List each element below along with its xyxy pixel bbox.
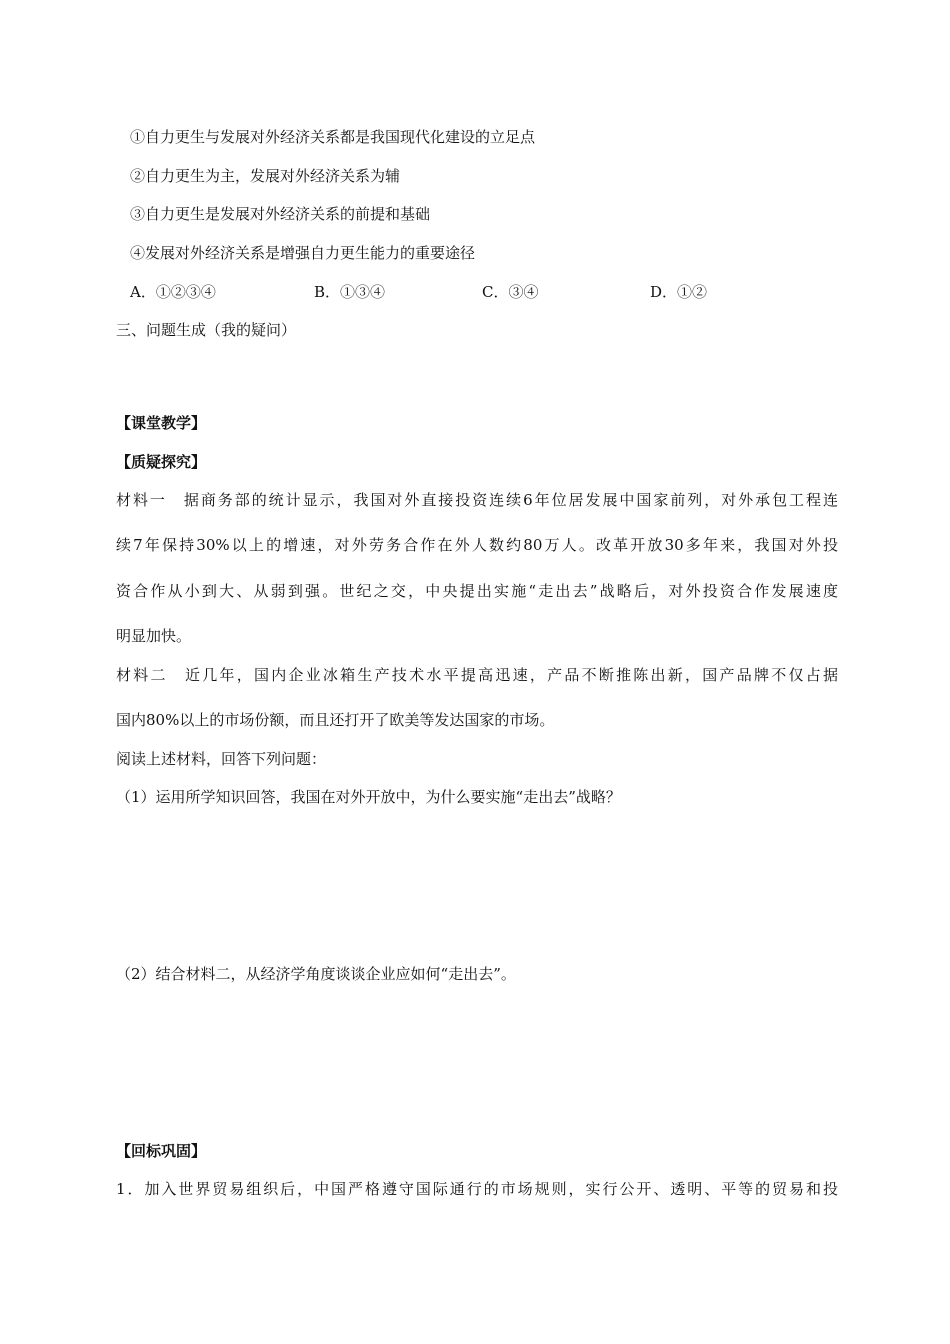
- question-2: （2）结合材料二，从经济学角度谈谈企业应如何“走出去”。: [116, 965, 516, 983]
- statement-4: ④发展对外经济关系是增强自力更生能力的重要途径: [130, 244, 476, 262]
- heading-review: 【回标巩固】: [116, 1142, 207, 1160]
- material2-line-1: 材料二 近几年，国内企业冰箱生产技术水平提高迅速，产品不断推陈出新，国产品牌不仅占据: [116, 666, 838, 684]
- choice-b: B．①③④: [314, 283, 386, 301]
- choice-a: A．①②③④: [130, 283, 216, 301]
- material1-line-4: 明显加快。: [116, 627, 192, 645]
- statement-1: ①自力更生与发展对外经济关系都是我国现代化建设的立足点: [130, 128, 536, 146]
- read-prompt: 阅读上述材料，回答下列问题：: [116, 750, 327, 768]
- heading-classroom-teaching: 【课堂教学】: [116, 414, 207, 432]
- material2-line-2: 国内80%以上的市场份额，而且还打开了欧美等发达国家的市场。: [116, 711, 555, 729]
- section-title-question-generation: 三、问题生成（我的疑问）: [116, 321, 297, 339]
- material1-line-2: 续7年保持30%以上的增速，对外劳务合作在外人数约80万人。改革开放30多年来，我国对外投: [116, 536, 838, 554]
- material1-line-3: 资合作从小到大、从弱到强。世纪之交，中央提出实施“走出去”战略后，对外投资合作发展速度: [116, 582, 838, 600]
- review-item-1: 1．加入世界贸易组织后，中国严格遵守国际通行的市场规则，实行公开、透明、平等的贸易和投: [116, 1180, 838, 1198]
- material1-line-1: 材料一 据商务部的统计显示，我国对外直接投资连续6年位居发展中国家前列，对外承包工程连: [116, 491, 838, 509]
- choice-c: C．③④: [482, 283, 539, 301]
- choice-d: D．①②: [650, 283, 708, 301]
- question-1: （1）运用所学知识回答，我国在对外开放中，为什么要实施“走出去”战略？: [116, 788, 621, 806]
- statement-2: ②自力更生为主，发展对外经济关系为辅: [130, 167, 401, 185]
- statement-3: ③自力更生是发展对外经济关系的前提和基础: [130, 205, 431, 223]
- heading-inquiry: 【质疑探究】: [116, 453, 207, 471]
